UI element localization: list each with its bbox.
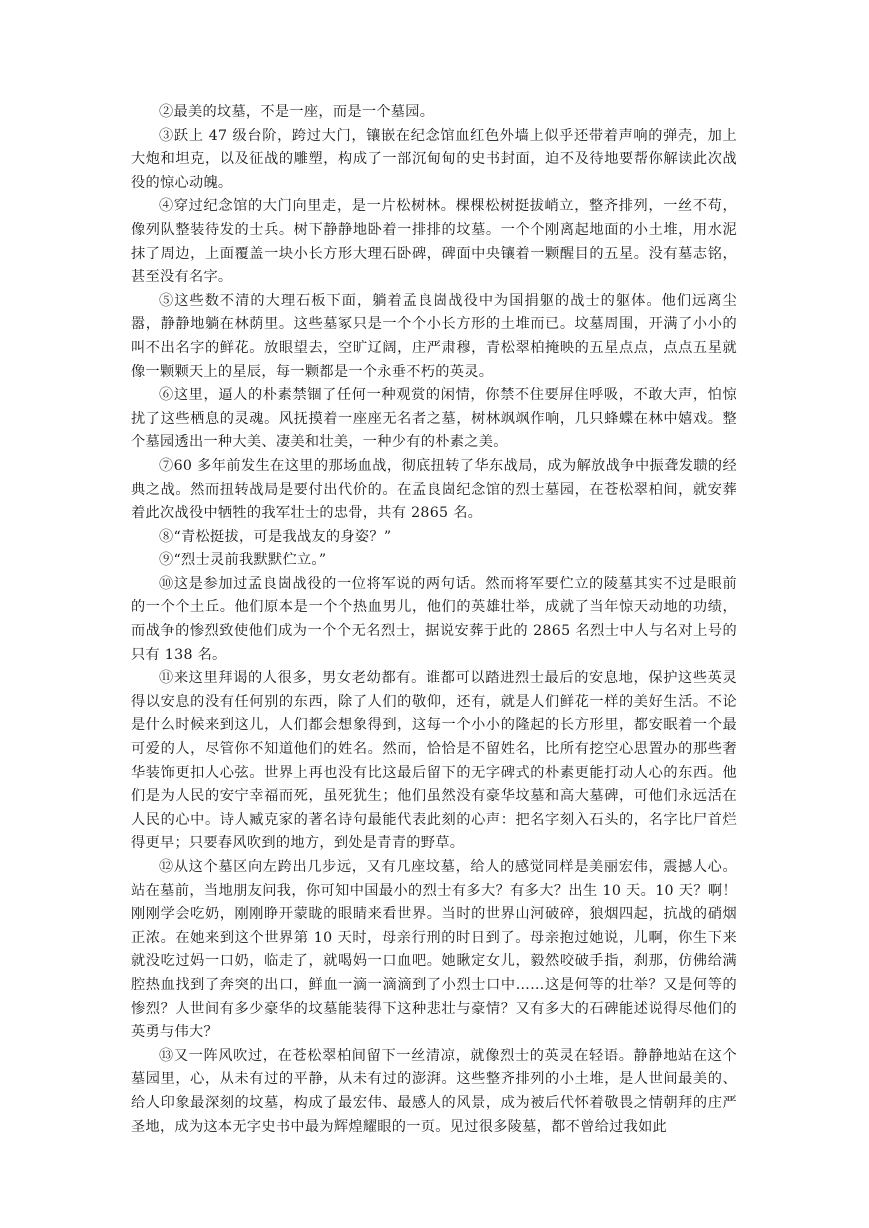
paragraph-8: ⑧“青松挺拔，可是我战友的身姿？” <box>159 528 392 545</box>
paragraph-13: ⑬又一阵风吹过，在苍松翠柏间留下一丝清凉，就像烈士的英灵在轻语。静静地站在这个墓园里，心，从未有过的平静，从未有过的澎湃。这些整齐排列的小土堆，是人世间最美的、给人印象最深刻的坟墓，构成了最宏伟、最感人的风景，成为被后代怀着敬畏之情朝拜的庄严圣地，成为这本无字史书中最为辉煌耀眼的一页。见过很多陵墓，都不曾给过我如此 <box>131 1047 737 1135</box>
document-body <box>131 101 737 1139</box>
paragraph-7: ⑦60 多年前发生在这里的那场血战，彻底扭转了华东战局，成为解放战争中振聋发聩的经典之战。然而扭转战局是要付出代价的。在孟良崮纪念馆的烈士墓园，在苍松翠柏间，就安葬着此次战役中牺牲的我军壮士的忠骨，共有 2865 名。 <box>131 457 737 522</box>
paragraph-6: ⑥这里，逼人的朴素禁锢了任何一种观赏的闲情，你禁不住要屏住呼吸，不敢大声，怕惊扰了这些栖息的灵魂。风抚摸着一座座无名者之墓，树林飒飒作响，几只蜂蝶在林中嬉戏。整个墓园透出一种大美、凄美和壮美，一种少有的朴素之美。 <box>131 387 737 451</box>
paragraph-4: ④穿过纪念馆的大门向里走，是一片松树林。棵棵松树挺拔峭立，整齐排列，一丝不苟，像列队整装待发的士兵。树下静静地卧着一排排的坟墓。一个个刚离起地面的小土堆，用水泥抹了周边，上面覆盖一块小长方形大理石卧碑，碑面中央镶着一颗醒目的五星。没有墓志铭，甚至没有名字。 <box>131 198 737 286</box>
paragraph-5: ⑤这些数不清的大理石板下面，躺着孟良崮战役中为国捐躯的战士的躯体。他们远离尘嚣，静静地躺在林荫里。这些墓冢只是一个个小长方形的土堆而已。坟墓周围，开满了小小的叫不出名字的鲜花。放眼望去，空旷辽阔，庄严肃穆，青松翠柏掩映的五星点点，点点五星就像一颗颗天上的星辰，每一颗都是一个永垂不朽的英灵。 <box>131 292 737 380</box>
paragraph-9: ⑨“烈士灵前我默默伫立。” <box>159 552 327 569</box>
paragraph-10: ⑩这是参加过孟良崮战役的一位将军说的两句话。然而将军要伫立的陵墓其实不过是眼前的一个个土丘。他们原本是一个个热血男儿，他们的英雄壮举，成就了当年惊天动地的功绩，而战争的惨烈致使他们成为一个个无名烈士，据说安葬于此的 2865 名烈士中人与名对上号的只有 138 名。 <box>131 575 737 663</box>
paragraph-2: ②最美的坟墓，不是一座，而是一个墓园。 <box>159 104 435 120</box>
paragraph-11: ⑪来这里拜谒的人很多，男女老幼都有。谁都可以踏进烈士最后的安息地，保护这些英灵得以安息的没有任何别的东西，除了人们的敬仰，还有，就是人们鲜花一样的美好生活。不论是什么时候来到这儿，人们都会想象得到，这每一个小小的隆起的长方形里，都安眠着一个最可爱的人，尽管你不知道他们的姓名。然而，恰恰是不留姓名，比所有挖空心思置办的那些奢华装饰更扣人心弦。世界上再也没有比这最后留下的无字碑式的朴素更能打动人心的东西。他们是为人民的安宁幸福而死，虽死犹生；他们虽然没有豪华坟墓和高大墓碑，可他们永远活在人民的心中。诗人臧克家的著名诗句最能代表此刻的心声：把名字刻入石头的，名字比尸首烂得更早；只要春风吹到的地方，到处是青青的野草。 <box>131 670 737 852</box>
paragraph-12: ⑫从这个墓区向左跨出几步远，又有几座坟墓，给人的感觉同样是美丽宏伟，震撼人心。站在墓前，当地朋友问我，你可知中国最小的烈士有多大？有多大？出生 10 天。10 天？啊！刚刚学会吃奶，刚刚睁开蒙眬的眼睛来看世界。当时的世界山河破碎，狼烟四起，抗战的硝烟正浓。在她来到这个世界第 10 天时，母亲行刑的时日到了。母亲抱过她说，儿啊，你生下来就没吃过妈一口奶，临走了，就喝妈一口血吧。她瞅定女儿，毅然咬破手指，刹那，仿佛给满腔热血找到了奔突的出口，鲜血一滴一滴滴到了小烈士口中……这是何等的壮举？又是何等的惨烈？人世间有多少豪华的坟墓能装得下这种悲壮与豪情？又有多大的石碑能述说得尽他们的英勇与伟大？ <box>131 859 737 1041</box>
paragraph-3: ③跃上 47 级台阶，跨过大门，镶嵌在纪念馆血红色外墙上似乎还带着声响的弹壳，加上大炮和坦克，以及征战的雕塑，构成了一部沉甸甸的史书封面，迫不及待地要帮你解读此次战役的惊心动魄。 <box>131 127 737 191</box>
